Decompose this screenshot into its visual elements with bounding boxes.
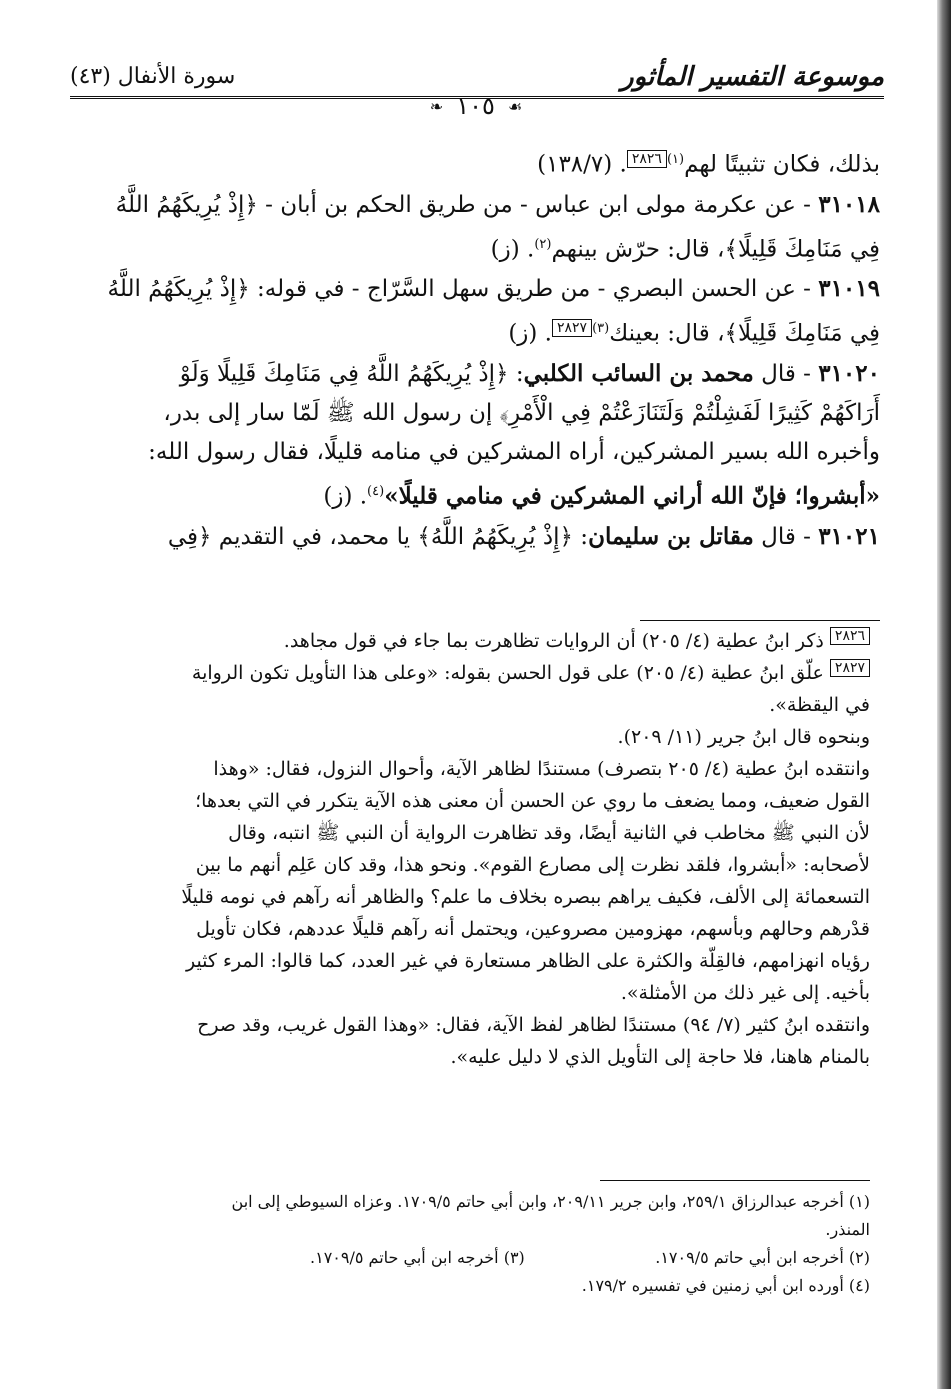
text-line: بذلك، فكان تثبيتًا لهم$^{(١)}$٢٨٢٦. (١٣٨/٧)	[537, 151, 880, 178]
book-title: موسوعة التفسير المأثور	[621, 62, 884, 92]
footnote-2: (٢) أخرجه ابن أبي حاتم ١٧٠٩/٥.	[655, 1248, 870, 1267]
footnote-marker: (٤)	[367, 483, 385, 499]
text-line: فِي مَنَامِكَ قَلِيلًا﴾، قال: حرّش بينهم$^{(٢)}$. (ز)	[490, 236, 880, 263]
page-header	[70, 62, 884, 96]
note-reference: ٢٨٢٧	[830, 659, 870, 677]
narration-number: ٣١٠١٨	[818, 190, 880, 218]
footnote-row	[310, 1244, 870, 1272]
note-line: لأصحابه: «أبشروا، فلقد نظرت إلى مصارع القوم». ونحو هذا، وقد كان عَلِم أنهم ما بين	[195, 854, 870, 876]
narration-31019: ٣١٠١٩ - عن الحسن البصري - من طريق سهل السَّرّاج - في قوله: ﴿إِذْ يُرِيكَهُمُ اللَّهُ	[107, 275, 880, 303]
note-line: التسعمائة إلى الألف، فكيف يراهم ببصره بخلاف ما علم؟ والظاهر أنه رآهم في نومه قليلًا	[181, 886, 870, 908]
footnote-marker: (١)	[666, 152, 685, 167]
note-line: رؤياه انهزامهم، فالقِلّة والكثرة على الظاهر مستعارة في غير العدد، كما قالوا: المرء كثير	[185, 950, 870, 972]
note-line: وانتقده ابنُ عطية (٤/ ٢٠٥ بتصرف) مستندًا لظاهر الآية، وأحوال النزول، فقال: «وهذا	[213, 758, 870, 780]
narration-31018: ٣١٠١٨ - عن عكرمة مولى ابن عباس - من طريق الحكم بن أبان - ﴿إِذْ يُرِيكَهُمُ اللَّهُ	[115, 190, 880, 218]
narration-number: ٣١٠٢٠	[818, 359, 880, 387]
note-line: القول ضعيف، ومما يضعف ما روي عن الحسن أن معنى هذه الآية يتكرر في التي بعدها؛	[195, 790, 870, 812]
surah-title: سورة الأنفال (٤٣)	[70, 64, 236, 89]
note-reference: ٢٨٢٦	[627, 150, 667, 168]
note-reference: ٢٨٢٦	[830, 627, 870, 645]
footnote-1: (١) أخرجه عبدالرزاق ٢٥٩/١، وابن جرير ٢٠٩/١١، وابن أبي حاتم ١٧٠٩/٥. وعزاه السيوطي إلى ابن	[231, 1192, 870, 1211]
narration-31021: ٣١٠٢١ - قال مقاتل بن سليمان: ﴿إِذْ يُرِيكَهُمُ اللَّهُ﴾ يا محمد، في التقديم ﴿فِي	[167, 522, 880, 550]
footnotes	[70, 1188, 870, 1300]
note-line: قدْرهم وحالهم وبأسهم، مهزومين مصروعين، ويحتمل أنه رآهم قليلًا عددهم، فكان تأويل	[196, 918, 870, 940]
note-reference: ٢٨٢٧	[552, 319, 592, 337]
note-line: وبنحوه قال ابنُ جرير (١١/ ٢٠٩).	[617, 726, 870, 748]
note-line: في اليقظة».	[769, 694, 870, 716]
footnote-marker: (٢)	[534, 236, 552, 252]
note-line: بأخيه. إلى غير ذلك من الأمثلة».	[620, 982, 870, 1004]
text-line: أَرَاكَهُمْ كَثِيرًا لَفَشِلْتُمْ وَلَتَنَازَعْتُمْ فِي الْأَمْرِ﴾ إن رسول الله ﷺ لَمّا سار إلى بدر،	[163, 399, 880, 426]
ornament-icon: ❧	[429, 96, 444, 116]
footnotes-divider	[600, 1180, 870, 1181]
page-edge-shadow	[937, 0, 951, 1389]
narration-31020: ٣١٠٢٠ - قال محمد بن السائب الكلبي: ﴿إِذْ يُرِيكَهُمُ اللَّهُ فِي مَنَامِكَ قَلِيلًا وَلَوْ	[179, 359, 880, 387]
text-line: فِي مَنَامِكَ قَلِيلًا﴾، قال: بعينك$^{(٣)}$٢٨٢٧. (ز)	[508, 320, 880, 347]
commentary-notes	[70, 625, 870, 1073]
narrator-name: مقاتل بن سليمان	[588, 522, 754, 550]
narration-number: ٣١٠١٩	[818, 275, 880, 303]
text-line: «أبشروا؛ فإنّ الله أراني المشركين في منامي قليلًا»$^{(٤)}$. (ز)	[323, 482, 880, 510]
footnote-1-cont: المنذر.	[825, 1220, 870, 1239]
note-line: وانتقده ابنُ كثير (٧/ ٩٤) مستندًا لظاهر لفظ الآية، فقال: «وهذا القول غريب، وقد صرح	[197, 1014, 870, 1036]
footnote-3: (٣) أخرجه ابن أبي حاتم ١٧٠٩/٥.	[310, 1248, 525, 1267]
footnote-4: (٤) أورده ابن أبي زمنين في تفسيره ١٧٩/٢.	[581, 1276, 870, 1295]
footnote-marker: (٣)	[592, 321, 610, 337]
notes-divider	[640, 620, 880, 621]
note-2827: ٢٨٢٧ علّق ابنُ عطية (٤/ ٢٠٥) على قول الحسن بقوله: «وعلى هذا التأويل تكون الرواية	[70, 657, 870, 689]
text-line: وأخبره الله بسير المشركين، أراه المشركين في منامه قليلًا، فقال رسول الله:	[148, 438, 880, 465]
note-2826: ٢٨٢٦ ذكر ابنُ عطية (٤/ ٢٠٥) أن الروايات تظاهرت بما جاء في قول مجاهد.	[70, 625, 870, 657]
hadith-quote: «أبشروا؛ فإنّ الله أراني المشركين في منامي قليلًا»	[384, 482, 880, 510]
narration-number: ٣١٠٢١	[818, 522, 880, 550]
page-number-box	[300, 92, 652, 120]
narrator-name: محمد بن السائب الكلبي	[523, 359, 754, 387]
ornament-icon: ☙	[507, 96, 523, 116]
note-line: بالمنام هاهنا، فلا حاجة إلى التأويل الذي لا دليل عليه».	[450, 1046, 870, 1068]
page-number: ١٠٥	[456, 92, 495, 120]
main-text	[70, 140, 880, 557]
note-line: لأن النبي ﷺ مخاطب في الثانية أيضًا، وقد تظاهرت الرواية أن النبي ﷺ انتبه، وقال	[228, 822, 870, 844]
